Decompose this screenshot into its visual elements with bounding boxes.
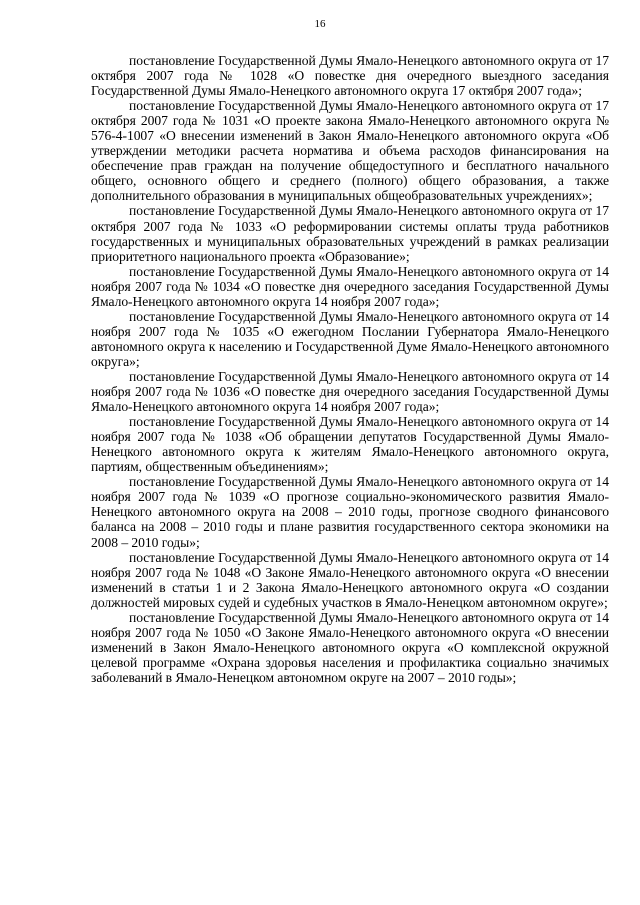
document-body <box>91 53 609 685</box>
resolution-item-1050: постановление Государственной Думы Ямало-Ненецкого автономного округа от 14 ноября 2007 года № 1050 «О Законе Ямало-Ненецкого автономного округа «О внесении изменений в Закон Ямало-Ненецкого автономного округа «О комплексной окружной целевой программе «Охрана здоровья населения и профилактика социально значимых заболеваний в Ямало-Ненецком автономном округе на 2007 – 2010 годы»; <box>91 609 609 685</box>
resolution-item-1035: постановление Государственной Думы Ямало-Ненецкого автономного округа от 14 ноября 2007 года № 1035 «О ежегодном Послании Губернатора Ямало-Ненецкого автономного округа к населению и Государственной Думе Ямало-Ненецкого автономного округа»; <box>91 308 609 369</box>
resolution-item-1031: постановление Государственной Думы Ямало-Ненецкого автономного округа от 17 октября 2007 года № 1031 «О проекте закона Ямало-Ненецкого автономного округа № 576-4-1007 «О внесении изменений в Закон Ямало-Ненецкого автономного округа «Об утверждении методики расчета норматива и объема расходов финансирования на обеспечение прав граждан на получение общедоступного и бесплатного начального общего, основного общего и среднего (полного) общего образования, а также дополнительного образования в муниципальных общеобразовательных учреждениях»; <box>91 98 609 204</box>
resolution-item-1038: постановление Государственной Думы Ямало-Ненецкого автономного округа от 14 ноября 2007 года № 1038 «Об обращении депутатов Государственной Думы Ямало-Ненецкого автономного округа к жителям Ямало-Ненецкого автономного округа, партиям, общественным объединениям»; <box>91 414 609 475</box>
resolution-item-1028: постановление Государственной Думы Ямало-Ненецкого автономного округа от 17 октября 2007 года № 1028 «О повестке дня очередного выездного заседания Государственной Думы Ямало-Ненецкого автономного округа 17 октября 2007 года»; <box>91 53 609 99</box>
resolution-item-1036: постановление Государственной Думы Ямало-Ненецкого автономного округа от 14 ноября 2007 года № 1036 «О повестке дня очередного заседания Государственной Думы Ямало-Ненецкого автономного округа 14 ноября 2007 года»; <box>91 368 609 415</box>
resolution-item-1034: постановление Государственной Думы Ямало-Ненецкого автономного округа от 14 ноября 2007 года № 1034 «О повестке дня очередного заседания Государственной Думы Ямало-Ненецкого автономного округа 14 ноября 2007 года»; <box>91 263 609 309</box>
resolution-item-1048: постановление Государственной Думы Ямало-Ненецкого автономного округа от 14 ноября 2007 года № 1048 «О Законе Ямало-Ненецкого автономного округа «О внесении изменений в статьи 1 и 2 Закона Ямало-Ненецкого автономного округа «О создании должностей мировых судей и судебных участков в Ямало-Ненецком автономном округе»; <box>91 549 609 610</box>
resolution-item-1033: постановление Государственной Думы Ямало-Ненецкого автономного округа от 17 октября 2007 года № 1033 «О реформировании системы оплаты труда работников государственных и муниципальных образовательных учреждений в рамках реализации приоритетного национального проекта «Образование»; <box>91 203 609 264</box>
page-number: 16 <box>314 18 326 30</box>
resolution-item-1039: постановление Государственной Думы Ямало-Ненецкого автономного округа от 14 ноября 2007 года № 1039 «О прогнозе социально-экономического развития Ямало-Ненецкого автономного округа на 2008 – 2010 годы, прогнозе сводного финансового баланса на 2008 – 2010 годы и плане развития государственного сектора экономики на 2008 – 2010 годы»; <box>91 474 609 550</box>
